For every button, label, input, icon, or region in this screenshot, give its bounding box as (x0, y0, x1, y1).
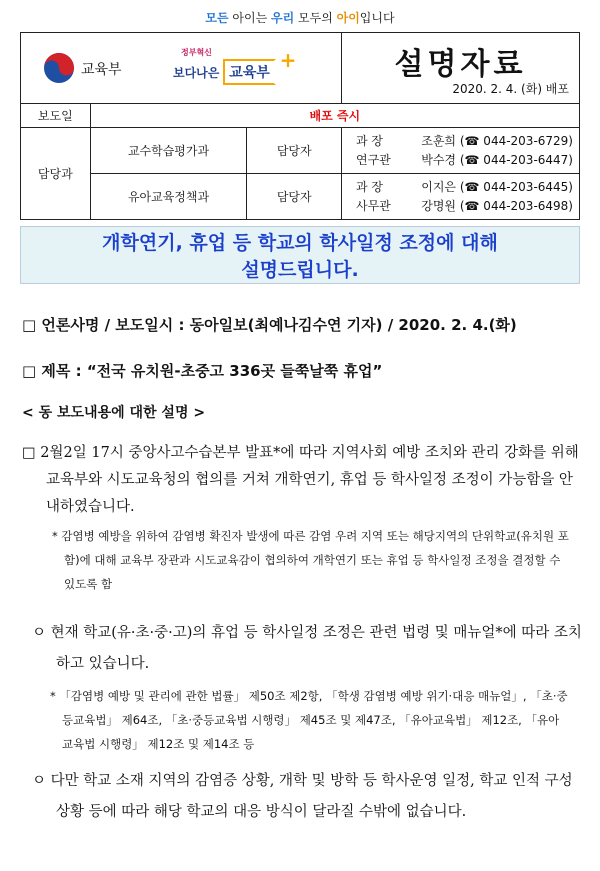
bullet-text: ㅇ 현재 학교(유·초·중·고)의 휴업 등 학사일정 조정은 관련 법령 및 매뉴얼*에 따라 조치하고 있습니다. (32, 625, 582, 672)
role: 과 장 (356, 179, 383, 194)
gov-logo-box: 교육부 (223, 59, 276, 85)
bullet-text: ㅇ 다만 학교 소재 지역의 감염증 상황, 개학 및 방학 등 학사운영 일정, 학교 인적 구성 상황 등에 따라 해당 학교의 대응 방식이 달라질 수밖에 없습니다. (32, 773, 573, 820)
contact-info (342, 174, 580, 220)
headline-box (20, 226, 580, 284)
person-name: 이지은 (421, 179, 457, 194)
role: 연구관 (356, 152, 391, 167)
slogan-part: 우리 (271, 11, 295, 25)
note-1 (52, 524, 572, 596)
logo-cell (21, 33, 342, 104)
taegeuk-logo-icon (43, 52, 75, 84)
charge-label: 담당자 (247, 128, 342, 174)
media-info: □ 언론사명 / 보도일시 : 동아일보(최예나김수연 기자) / 2020. 2. 4.(화) (22, 316, 517, 334)
phone: (☎ 044-203-6498) (459, 198, 573, 213)
gov-logo-top: 정부혁신 (181, 48, 212, 57)
release-value: 배포 즉시 (90, 104, 579, 128)
release-label: 보도일 (21, 104, 91, 128)
slogan-part: 아이 (336, 11, 360, 25)
slogan-part: 입니다 (359, 11, 395, 25)
slogan-part: 아이는 (228, 11, 272, 25)
section-title: < 동 보도내용에 대한 설명 > (22, 405, 206, 421)
headline-line: 설명드립니다. (241, 259, 359, 281)
role: 과 장 (356, 133, 383, 148)
release-date: 2020. 2. 4. (화) 배포 (452, 82, 569, 96)
role: 사무관 (356, 198, 391, 213)
person-name: 박수경 (421, 152, 457, 167)
bullet-2 (22, 766, 582, 828)
plus-icon: + (279, 48, 297, 72)
phone: (☎ 044-203-6729) (459, 133, 573, 148)
contact-info (342, 128, 580, 174)
dept-name: 교수학습평가과 (90, 128, 247, 174)
bullet-1 (22, 618, 582, 680)
paragraph-1 (22, 440, 582, 521)
person-name: 강명원 (421, 198, 457, 213)
person-name: 조훈희 (421, 133, 457, 148)
slogan-part: 모두의 (294, 11, 337, 25)
ministry-name: 교육부 (81, 62, 122, 78)
phone: (☎ 044-203-6445) (459, 179, 573, 194)
note-text: * 감염병 예방을 위하여 감염병 확진자 발생에 따른 감염 우려 지역 또는 해당지역의 단위학교(유치원 포함)에 대해 교육부 장관과 시도교육감이 협의하여 개학연기 또는 휴업 등 학사일정 조정을 결정할 수 있도록 함 (52, 529, 569, 591)
doc-title: 설명자료 (394, 47, 527, 82)
header-table (20, 32, 580, 220)
subject: □ 제목 : “전국 유치원-초중고 336곳 들쭉날쭉 휴업” (22, 362, 383, 380)
charge-label: 담당자 (247, 174, 342, 220)
contact-label: 담당과 (21, 128, 91, 220)
gov-logo-left: 보다나은 (173, 66, 220, 80)
slogan-part: 모든 (205, 11, 229, 25)
slogan (0, 9, 600, 26)
note-2 (50, 684, 570, 756)
gov-innovation-logo (173, 47, 296, 85)
paragraph-text: □ 2월2일 17시 중앙사고수습본부 발표*에 따라 지역사회 예방 조치와 관리 강화를 위해 교육부와 시도교육청의 협의를 거쳐 개학연기, 휴업 등 학사일정 조정이 가능함을 안내하였습니다. (22, 445, 579, 515)
note-text: * 「감염병 예방 및 관리에 관한 법률」 제50조 제2항, 「학생 감염병 예방 위기·대응 매뉴얼」, 「초·중등교육법」 제64조, 「초·중등교육법 시행령」 제45조 및 제47조, 「유아교육법」 제12조, 「유아교육법 시행령」 제12조 및 제14조 등 (50, 689, 568, 751)
dept-name: 유아교육정책과 (90, 174, 247, 220)
phone: (☎ 044-203-6447) (459, 152, 573, 167)
title-cell (342, 33, 580, 104)
headline-line: 개학연기, 휴업 등 학교의 학사일정 조정에 대해 (102, 232, 498, 254)
